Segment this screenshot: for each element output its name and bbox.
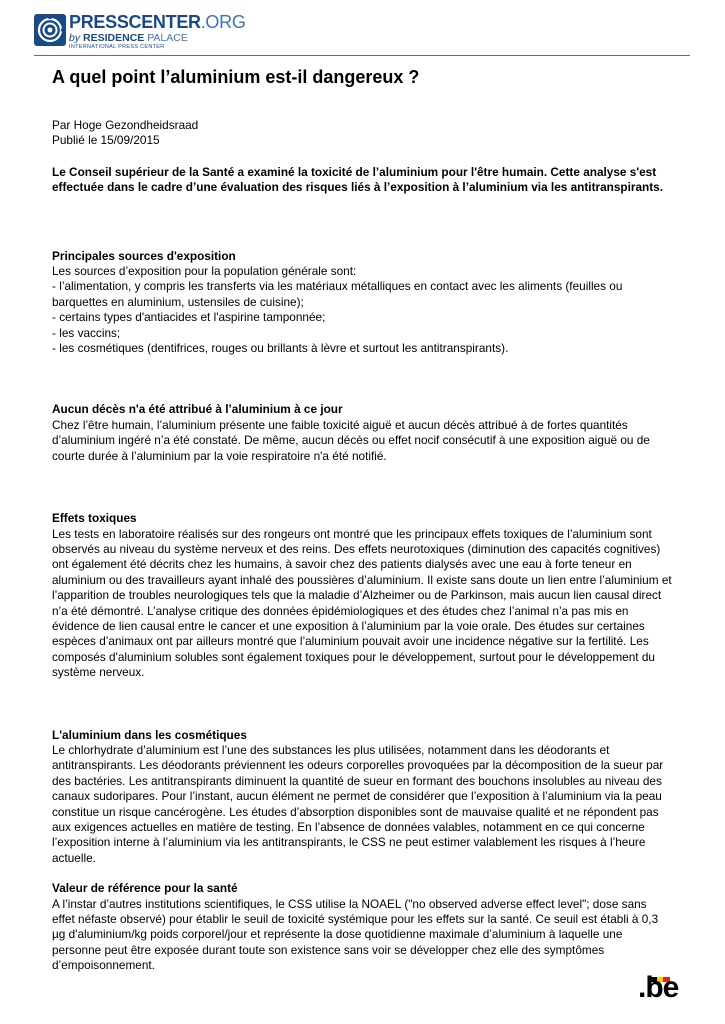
section-line: - les vaccins; (52, 325, 121, 340)
section-line: - certains types d'antiacides et l'aspirine tamponnée; (52, 310, 326, 325)
presscenter-logo-icon[interactable] (34, 14, 66, 46)
brand-main: PRESSCENTER (69, 12, 201, 32)
section-exposure-sources (52, 249, 672, 357)
section-heading: Principales sources d'exposition (52, 248, 236, 263)
section-cosmetics (52, 728, 672, 867)
site-header (34, 12, 690, 58)
section-line: - les cosmétiques (dentifrices, rouges ou brillants à lèvre et surtout les antitranspirants). (52, 341, 509, 356)
article-title: A quel point l’aluminium est-il dangereux ? (52, 67, 420, 87)
header-divider (34, 55, 690, 56)
section-line: - l’alimentation, y compris les transferts via les matériaux métalliques en contact avec les aliments (feuilles ou barquettes en aluminium, ustensiles de cuisine); (52, 279, 623, 309)
section-reference-value (52, 881, 672, 973)
byline-palace: PALACE (147, 32, 188, 44)
section-heading: L'aluminium dans les cosmétiques (52, 727, 247, 742)
article-intro: Le Conseil supérieur de la Santé a examiné la toxicité de l’aluminium pour l'être humain. Cette analyse s'est effectuée dans le cadre d’une évaluation des risques liés à l’exposition à l’aluminium via les antitranspirants. (52, 164, 664, 195)
article-date: Publié le 15/09/2015 (52, 133, 160, 148)
section-paragraph: Le chlorhydrate d’aluminium est l’une des substances les plus utilisées, notamment dans les déodorants et antitranspirants. Les déodorants préviennent les odeurs corporelles provoquées par la décomposition de la sueur par des bactéries. Les antitranspirants diminuent la quantité de sueur en formant des bouchons insolubles au niveau des canaux sudoripares. Pour l’instant, aucun élément ne permet de considérer que l’exposition à l’aluminium via la peau constitue un risque cancérogène. Les études d’absorption disponibles sont de mauvaise qualité et ne répondent pas aux exigences actuelles en matière de testing. En l’absence de données valables, notamment en ce qui concerne l’exposition interne à l’aluminium via les antitranspirants, le CSS ne peut estimer valablement les risques à l’heure actuelle. (52, 742, 664, 865)
article-meta (52, 118, 672, 149)
section-paragraph: Chez l’être humain, l’aluminium présente une faible toxicité aiguë et aucun décès attribué à de fortes quantités d’aluminium ingéré n’a été constaté. De même, aucun décès ou effet nocif consécutif à une exposition aiguë ou de courte durée à l’aluminium par la voie respiratoire n'a été notifié. (52, 417, 650, 463)
brand-tagline: INTERNATIONAL PRESS CENTER (69, 44, 165, 50)
byline-by: by (69, 32, 81, 44)
section-heading: Aucun décès n'a été attribué à l’aluminium à ce jour (52, 402, 343, 417)
brand-name (69, 12, 246, 32)
brand-byline (69, 33, 246, 44)
brand-logotype[interactable] (69, 12, 246, 51)
article-body (52, 118, 672, 974)
section-line: Les sources d’exposition pour la population générale sont: (52, 264, 357, 279)
section-toxic-effects (52, 511, 672, 680)
section-no-deaths (52, 402, 672, 464)
section-paragraph: A l’instar d’autres institutions scientifiques, le CSS utilise la NOAEL ("no observed adverse effect level"; dose sans effet néfaste observé) pour établir le seuil de toxicité systémique pour les effets sur la santé. Ce seuil est établi à 0,3 µg d'aluminium/kg poids corporel/jour et représente la dose quotidienne maximale d’aluminium à laquelle une personne peut être exposée durant toute son existence sans voir se développer chez elle des symptômes d’empoisonnement. (52, 896, 659, 973)
section-paragraph: Les tests en laboratoire réalisés sur des rongeurs ont montré que les principaux effets toxiques de l’aluminium sont observés au niveau du système nerveux et des reins. Des effets neurotoxiques (diminution des capacités cognitives) ont également été décrits chez les humains, à savoir chez des patients dialysés avec une eau à forte teneur en aluminium ou des travailleurs ayant inhalé des poussières d’aluminium. Il existe sans doute un lien entre l’aluminium et l’apparition de troubles neurologiques tels que la maladie d’Alzheimer ou de Parkinson, mais aucun lien causal direct n’a été démontré. L’analyse critique des données épidémiologiques et des études chez l’animal n’a pas mis en évidence de lien causal entre le cancer et une exposition à l’aluminium par la voie orale. Des études sur certaines espèces d’animaux ont par ailleurs montré que l’aluminium pouvait avoir une incidence négative sur la fertilité. Les composés d'aluminium solubles sont également toxiques pour le développement, surtout pour le développement du système nerveux. (52, 526, 672, 680)
section-heading: Effets toxiques (52, 511, 137, 526)
be-logo[interactable]: .be (638, 971, 679, 1004)
byline-residence: RESIDENCE (83, 32, 145, 44)
article-author: Par Hoge Gezondheidsraad (52, 118, 199, 132)
brand-suffix: .ORG (200, 12, 246, 32)
section-heading: Valeur de référence pour la santé (52, 881, 238, 896)
